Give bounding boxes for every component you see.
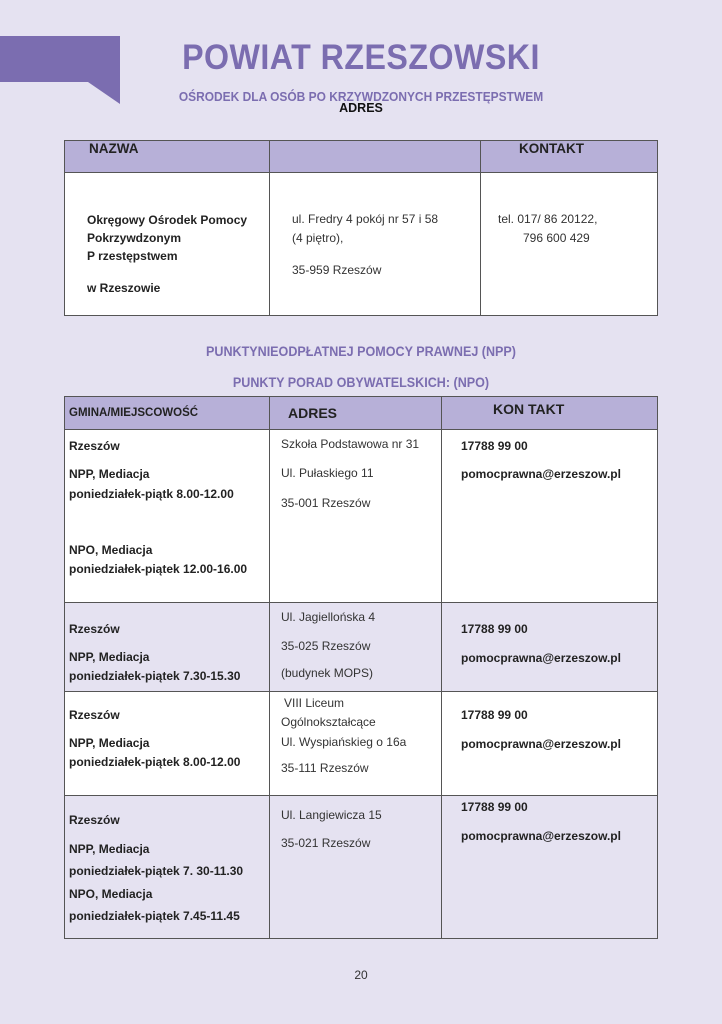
header-gmina-label: GMINA/MIEJSCOWOŚĆ bbox=[69, 407, 199, 419]
address-line: 35-001 Rzeszów bbox=[281, 496, 371, 510]
address-line: Ul. Wyspiańskieg o 16a bbox=[281, 735, 407, 749]
cell-contact bbox=[442, 430, 658, 603]
address-line: 35-959 Rzeszów bbox=[292, 263, 382, 277]
header-kontakt bbox=[481, 141, 658, 173]
gmina-line: poniedziałek-piątek 7.45-11.45 bbox=[69, 909, 240, 923]
page-title: POWIAT RZESZOWSKI bbox=[182, 38, 540, 77]
page-subtitle: OŚRODEK DLA OSÓB PO KRZYWDZONYCH PRZESTĘPSTWEM bbox=[178, 89, 544, 104]
phone: 17788 99 00 bbox=[461, 708, 528, 722]
cell-contact bbox=[481, 173, 658, 316]
cell-gmina bbox=[65, 603, 270, 692]
cell-gmina bbox=[65, 430, 270, 603]
email-link[interactable]: pomocprawna@erzeszow.pl bbox=[461, 651, 621, 665]
email-link[interactable]: pomocprawna@erzeszow.pl bbox=[461, 737, 621, 751]
table-row bbox=[65, 173, 658, 316]
cell-address bbox=[270, 796, 442, 939]
cell-contact bbox=[442, 603, 658, 692]
name-line: Pokrzywdzonym bbox=[87, 231, 182, 245]
gmina-line: poniedziałek-piątek 8.00-12.00 bbox=[69, 755, 241, 769]
center-table bbox=[64, 140, 658, 316]
address-line: VIII Liceum bbox=[284, 696, 345, 710]
cell-gmina bbox=[65, 692, 270, 796]
phone: 17788 99 00 bbox=[461, 439, 528, 453]
name-line: w Rzeszowie bbox=[87, 281, 161, 295]
gmina-line: poniedziałek-piątk 8.00-12.00 bbox=[69, 487, 234, 501]
table-header-row bbox=[65, 397, 658, 430]
legal-aid-table bbox=[64, 396, 658, 939]
header-kontakt-label: KONTAKT bbox=[519, 141, 584, 156]
cell-contact bbox=[442, 796, 658, 939]
contact-line: tel. 017/ 86 20122, bbox=[498, 212, 598, 226]
gmina-line: poniedziałek-piątek 12.00-16.00 bbox=[69, 562, 248, 576]
table-row bbox=[65, 692, 658, 796]
address-line: (4 piętro), bbox=[292, 231, 344, 245]
overlap-label: ADRES bbox=[339, 101, 383, 115]
phone: 17788 99 00 bbox=[461, 622, 528, 636]
page-number: 20 bbox=[354, 968, 368, 982]
email-link[interactable]: pomocprawna@erzeszow.pl bbox=[461, 829, 621, 843]
header-kontakt-label: KON TAKT bbox=[493, 401, 565, 417]
gmina-line: NPP, Mediacja bbox=[69, 842, 150, 856]
name-line: Okręgowy Ośrodek Pomocy bbox=[87, 213, 248, 227]
cell-address bbox=[270, 603, 442, 692]
gmina-line: poniedziałek-piątek 7.30-15.30 bbox=[69, 669, 241, 683]
section-heading-npo: PUNKTY PORAD OBYWATELSKICH: (NPO) bbox=[232, 375, 490, 390]
gmina-line: NPP, Mediacja bbox=[69, 736, 150, 750]
cell-gmina bbox=[65, 796, 270, 939]
gmina-line: NPO, Mediacja bbox=[69, 887, 153, 901]
address-line: ul. Fredry 4 pokój nr 57 i 58 bbox=[292, 212, 439, 226]
contact-line: 796 600 429 bbox=[523, 231, 590, 245]
header-adres bbox=[270, 397, 442, 430]
email-link[interactable]: pomocprawna@erzeszow.pl bbox=[461, 467, 621, 481]
header-gmina bbox=[65, 397, 270, 430]
header-adres-label: ADRES bbox=[288, 405, 338, 421]
table-row bbox=[65, 796, 658, 939]
gmina-line: NPP, Mediacja bbox=[69, 467, 150, 481]
cell-name bbox=[65, 173, 270, 316]
gmina-line: Rzeszów bbox=[69, 813, 120, 827]
name-line: P rzestępstwem bbox=[87, 249, 178, 263]
gmina-line: NPO, Mediacja bbox=[69, 543, 153, 557]
cell-address bbox=[270, 430, 442, 603]
address-line: Szkoła Podstawowa nr 31 bbox=[281, 437, 420, 451]
gmina-line: NPP, Mediacja bbox=[69, 650, 150, 664]
header-nazwa bbox=[65, 141, 270, 173]
phone: 17788 99 00 bbox=[461, 800, 528, 814]
gmina-line: Rzeszów bbox=[69, 622, 120, 636]
cell-address bbox=[270, 173, 481, 316]
gmina-line: poniedziałek-piątek 7. 30-11.30 bbox=[69, 864, 244, 878]
address-line: 35-111 Rzeszów bbox=[281, 761, 369, 775]
gmina-line: Rzeszów bbox=[69, 708, 120, 722]
header-empty bbox=[270, 141, 481, 173]
header-kontakt bbox=[442, 397, 658, 430]
address-line: Ul. Pułaskiego 11 bbox=[281, 466, 374, 480]
address-line: Ul. Langiewicza 15 bbox=[281, 808, 382, 822]
table-header-row bbox=[65, 141, 658, 173]
address-line: (budynek MOPS) bbox=[281, 666, 374, 680]
table-row bbox=[65, 603, 658, 692]
address-line: Ogólnokształcące bbox=[281, 715, 376, 729]
address-line: 35-025 Rzeszów bbox=[281, 639, 371, 653]
address-line: Ul. Jagiellońska 4 bbox=[281, 610, 376, 624]
header-nazwa-label: NAZWA bbox=[89, 141, 139, 156]
section-heading-npp: PUNKTYNIEODPŁATNEJ POMOCY PRAWNEJ (NPP) bbox=[206, 344, 516, 359]
address-line: 35-021 Rzeszów bbox=[281, 836, 371, 850]
table-row bbox=[65, 430, 658, 603]
cell-contact bbox=[442, 692, 658, 796]
gmina-line: Rzeszów bbox=[69, 439, 120, 453]
cell-address bbox=[270, 692, 442, 796]
